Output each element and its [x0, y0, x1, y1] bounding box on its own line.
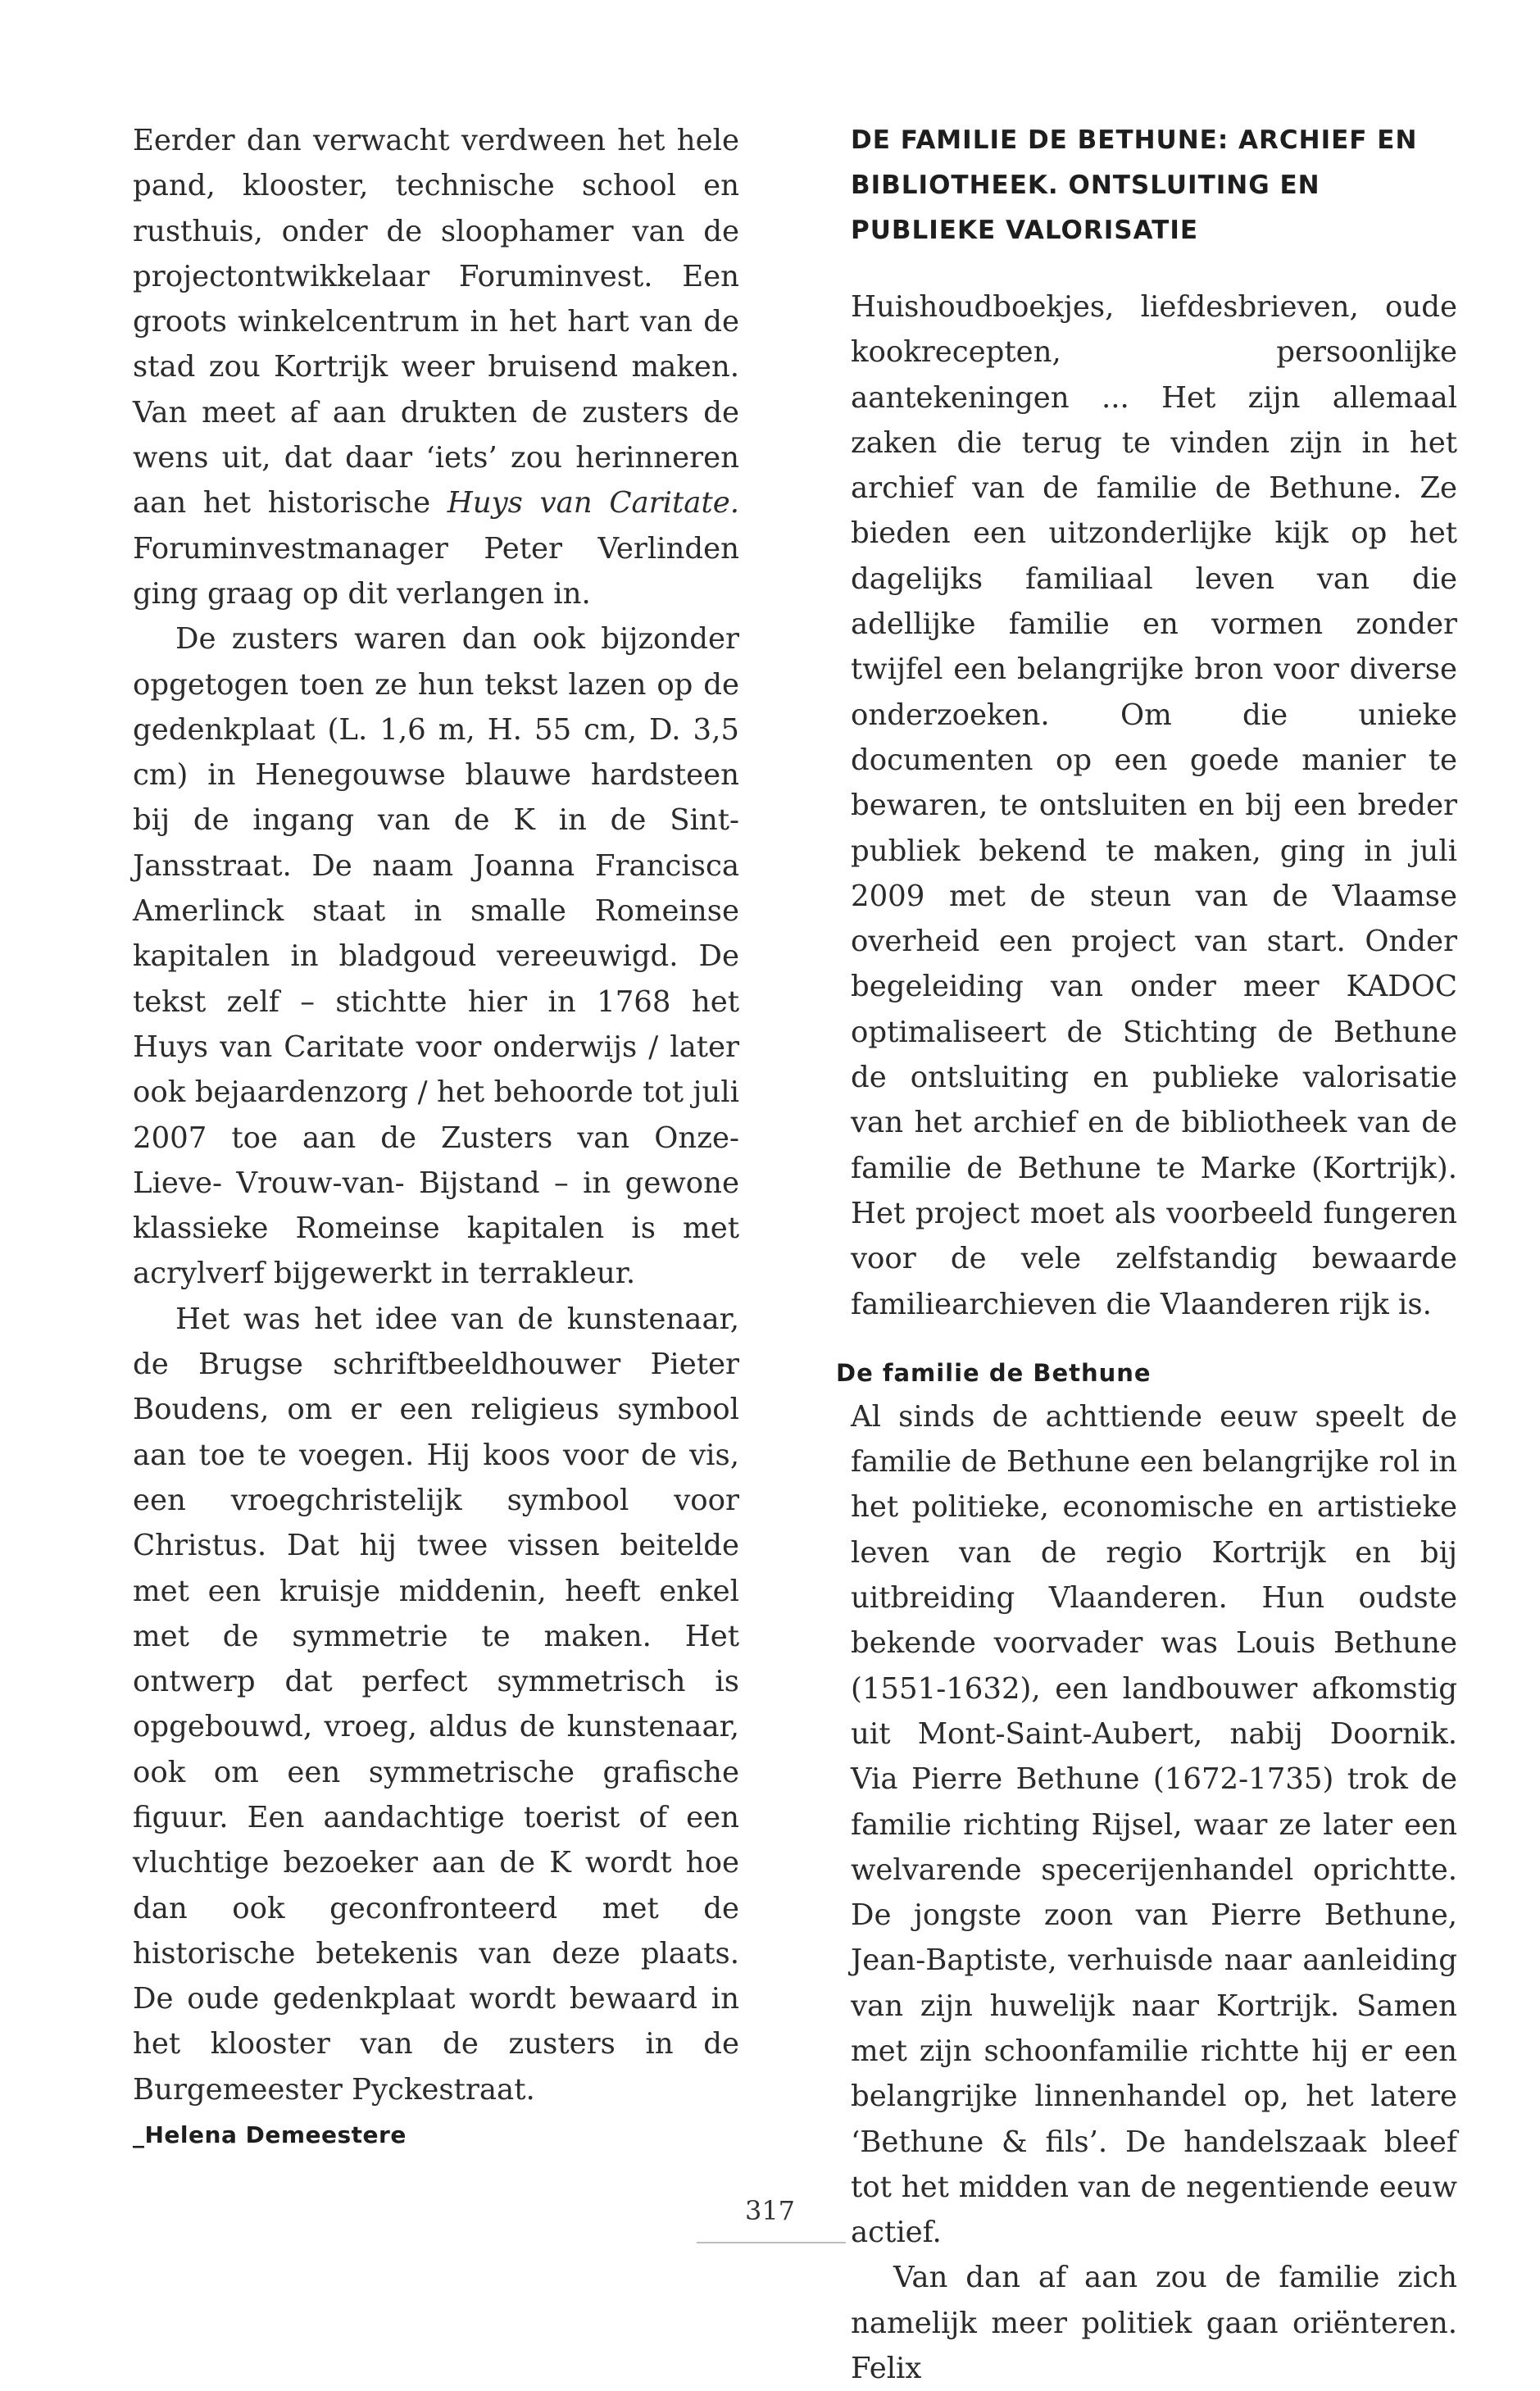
- author-signature: _Helena Demeestere: [133, 2121, 407, 2149]
- right-column: [836, 118, 1457, 2391]
- right-paragraph-2: Van dan af aan zou de familie zich namelijk meer politiek gaan oriënteren. Felix: [851, 2261, 1457, 2386]
- left-paragraph-1-end: Foruminvestmanager Peter Verlinden ging graag op dit verlangen in.: [133, 531, 739, 611]
- page-number: 317: [744, 2195, 796, 2226]
- right-intro-paragraph: Huishoudboekjes, liefdesbrieven, oude kookrecepten, persoonlijke aantekeningen ... Het zijn allemaal zaken die terug te vinden zijn in het archief van de familie de Bethune. Ze bieden een uitzonderlijke kijk op het dagelijks familiaal leven van die adellijke familie en vormen zonder twijfel een belangrijke bron voor diverse onderzoeken. Om die unieke documenten op een goede manier te bewaren, te ontsluiten en bij een breder publiek bekend te maken, ging in juli 2009 met de steun van de Vlaamse overheid een project van start. Onder begeleiding van onder meer KADOC optimaliseert de Stichting de Bethune de ontsluiting en publieke valorisatie van het archief en de bibliotheek van de familie de Bethune te Marke (Kortrijk). Het project moet als voorbeeld fungeren voor de vele zelfstandig bewaarde familiearchieven die Vlaanderen rijk is.: [851, 290, 1457, 1321]
- left-column: [133, 118, 739, 2157]
- footer-divider: [697, 2242, 846, 2243]
- left-paragraph-1-text: Eerder dan verwacht verdween het hele pand, klooster, technische school en rusthuis, onder de sloophamer van de projectontwikkelaar Foruminvest. Een groots winkelcentrum in het hart van de stad zou Kortrijk weer bruisend maken. Van meet af aan drukten de zusters de wens uit, dat daar ‘iets’ zou herinneren aan het historische: [133, 124, 739, 520]
- left-paragraph-1-italic: Huys van Caritate.: [447, 486, 739, 520]
- left-paragraph-2: De zusters waren dan ook bijzonder opgetogen toen ze hun tekst lazen op de gedenkplaat (L. 1,6 m, H. 55 cm, D. 3,5 cm) in Henegouwse blauwe hardsteen bij de ingang van de K in de Sint-Jansstraat. De naam Joanna Francisca Amerlinck staat in smalle Romeinse kapitalen in bladgoud vereeuwigd. De tekst zelf – stichtte hier in 1768 het Huys van Caritate voor onderwijs / later ook bejaardenzorg / het behoorde tot juli 2007 toe aan de Zusters van Onze- Lieve- Vrouw-van- Bijstand – in gewone klassieke Romeinse kapitalen is met acrylverf bijgewerkt in terrakleur.: [133, 622, 739, 1291]
- subheading: De familie de Bethune: [836, 1358, 1152, 1387]
- right-paragraph-1: Al sinds de achttiende eeuw speelt de familie de Bethune een belangrijke rol in het politieke, economische en artistieke leven van de regio Kortrijk en bij uitbreiding Vlaanderen. Hun oudste bekende voorvader was Louis Bethune (1551-1632), een landbouwer afkomstig uit Mont-Saint-Aubert, nabij Doornik. Via Pierre Bethune (1672-1735) trok de familie richting Rijsel, waar ze later een welvarende specerijenhandel oprichtte. De jongste zoon van Pierre Bethune, Jean-Baptiste, verhuisde naar aanleiding van zijn huwelijk naar Kortrijk. Samen met zijn schoonfamilie richtte hij er een belangrijke linnenhandel op, het latere ‘Bethune & fils’. De handelszaak bleef tot het midden van de negentiende eeuw actief.: [851, 1399, 1457, 2250]
- left-paragraph-1: [133, 118, 739, 616]
- left-paragraph-3: Het was het idee van de kunstenaar, de Brugse schriftbeeldhouwer Pieter Boudens, om er een religieus symbool aan toe te voegen. Hij koos voor de vis, een vroegchristelijk symbool voor Christus. Dat hij twee vissen beitelde met een kruisje middenin, heeft enkel met de symmetrie te maken. Het ontwerp dat perfect symmetrisch is opgebouwd, vroeg, aldus de kunstenaar, ook om een symmetrische grafische figuur. Een aandachtige toerist of een vluchtige bezoeker aan de K wordt hoe dan ook geconfronteerd met de historische betekenis van deze plaats. De oude gedenkplaat wordt bewaard in het klooster van de zusters in de Burgemeester Pyckestraat.: [133, 1302, 739, 2107]
- section-title: DE FAMILIE DE BETHUNE: ARCHIEF EN BIBLIOTHEEK. ONTSLUITING EN PUBLIEKE VALORISATIE: [851, 125, 1418, 245]
